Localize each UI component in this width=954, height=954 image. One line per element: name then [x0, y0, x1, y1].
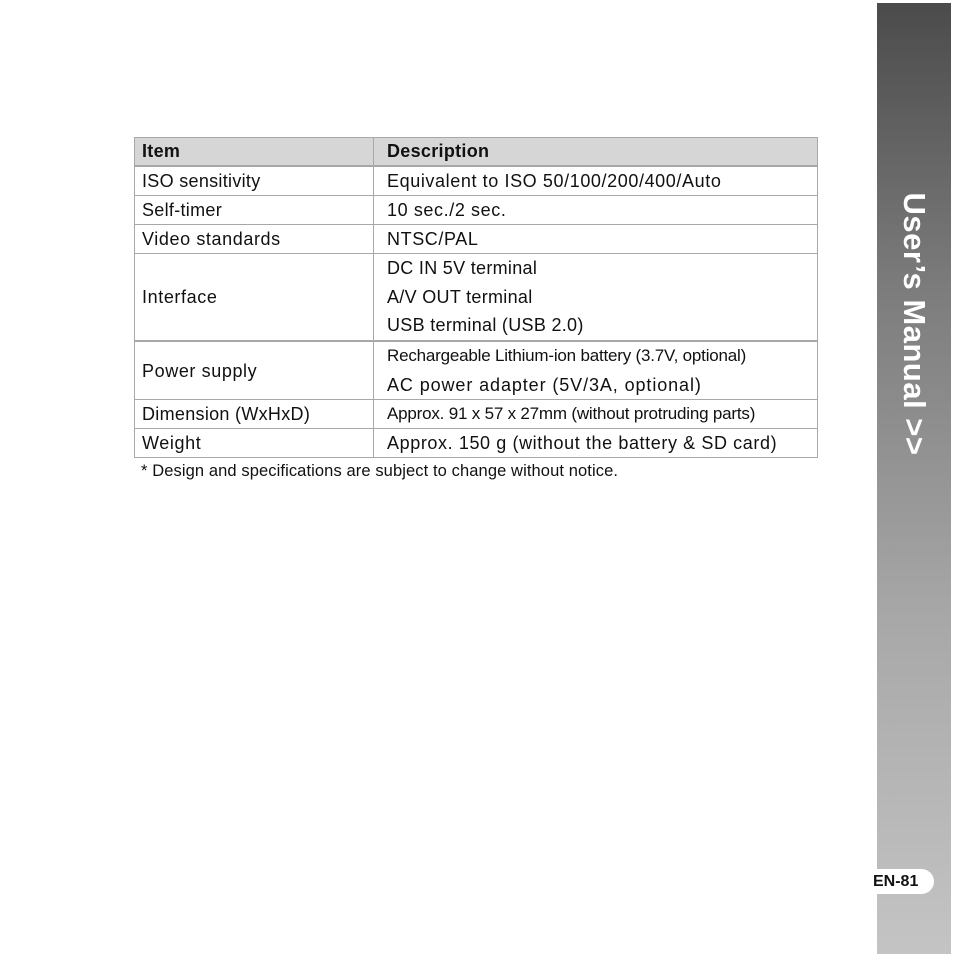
table-row: [135, 341, 818, 400]
row-item: Dimension (WxHxD): [135, 400, 374, 429]
row-item: Power supply: [135, 341, 374, 400]
table-header-row: [135, 138, 818, 167]
column-header-item: Item: [135, 138, 374, 167]
footnote: * Design and specifications are subject to change without notice.: [141, 462, 619, 480]
row-item: Weight: [135, 429, 374, 458]
side-tab-bar: [877, 3, 951, 954]
row-item: Interface: [135, 254, 374, 342]
row-description: Approx. 150 g (without the battery & SD card): [374, 429, 818, 458]
table-row: [135, 166, 818, 196]
description-line: Rechargeable Lithium-ion battery (3.7V, optional): [387, 346, 747, 366]
row-description: [374, 254, 818, 342]
table-row: [135, 429, 818, 458]
description-line: DC IN 5V terminal: [387, 258, 538, 278]
page-number: EN-81: [868, 869, 934, 894]
description-line: A/V OUT terminal: [387, 286, 533, 307]
description-line: AC power adapter (5V/3A, optional): [387, 374, 702, 395]
row-description: Approx. 91 x 57 x 27mm (without protruding parts): [374, 400, 818, 429]
table-row: [135, 196, 818, 225]
description-line: USB terminal (USB 2.0): [387, 315, 584, 336]
row-item: Self-timer: [135, 196, 374, 225]
row-item: ISO sensitivity: [135, 166, 374, 196]
row-description: [374, 341, 818, 400]
row-description: Equivalent to ISO 50/100/200/400/Auto: [374, 166, 818, 196]
side-tab-title: User’s Manual >>: [897, 192, 932, 456]
row-description: 10 sec./2 sec.: [374, 196, 818, 225]
table-row: [135, 400, 818, 429]
table-row: [135, 225, 818, 254]
row-item: Video standards: [135, 225, 374, 254]
table-row: [135, 254, 818, 342]
specifications-table: [134, 137, 818, 458]
row-description: NTSC/PAL: [374, 225, 818, 254]
column-header-description: Description: [374, 138, 818, 167]
